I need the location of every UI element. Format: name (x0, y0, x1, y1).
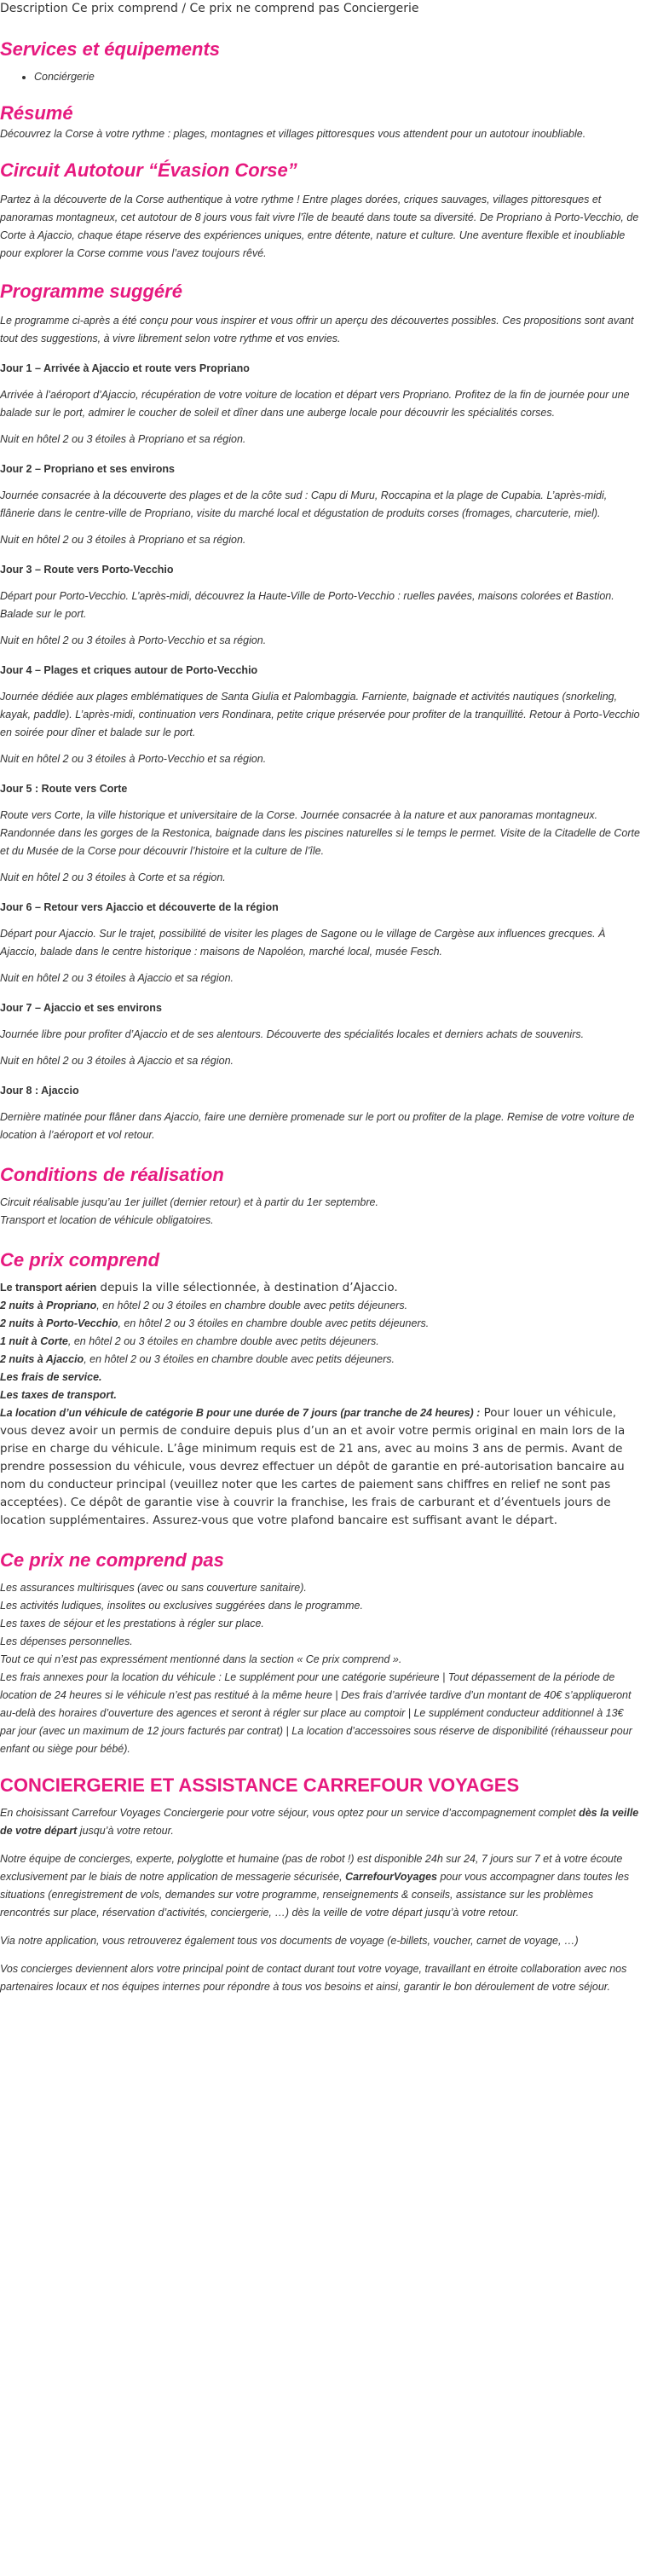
night-item (0, 1297, 641, 1315)
night-rest: , en hôtel 2 ou 3 étoiles en chambre double avec petits déjeuners. (96, 1300, 408, 1311)
programme-days (0, 348, 641, 1144)
day-title: Jour 1 – Arrivée à Ajaccio et route vers Propriano (0, 362, 250, 374)
day-title: Jour 6 – Retour vers Ajaccio et découverte de la région (0, 901, 279, 913)
night-bold: 2 nuits à Porto-Vecchio (0, 1317, 118, 1329)
p2-a: Notre équipe de concierges, experte, polyglotte et humaine (pas de robot !) est disponible 24h sur 24, 7 jours sur 7 et à votre écoute exclusivement par le biais de notre application de messagerie sécurisée, (0, 1853, 623, 1883)
conditions-title: Conditions de réalisation (0, 1164, 224, 1185)
night-bold: 1 nuit à Corte (0, 1335, 68, 1347)
resume-title: Résumé (0, 102, 73, 124)
day-title: Jour 7 – Ajaccio et ses environs (0, 1002, 162, 1014)
night-item (0, 1315, 641, 1333)
day-night: Nuit en hôtel 2 ou 3 étoiles à Ajaccio et sa région. (0, 972, 234, 984)
transport-bold: Le transport aérien (0, 1282, 97, 1294)
ne-comprend-item: Les taxes de séjour et les prestations à régler sur place. (0, 1618, 264, 1630)
night-rest: , en hôtel 2 ou 3 étoiles en chambre double avec petits déjeuners. (67, 1335, 379, 1347)
night-item (0, 1351, 641, 1369)
comprend-title: Ce prix comprend (0, 1249, 160, 1271)
day-night: Nuit en hôtel 2 ou 3 étoiles à Ajaccio et sa région. (0, 1055, 234, 1067)
conciergerie-p1 (0, 1804, 641, 1840)
day-text: Départ pour Ajaccio. Sur le trajet, possibilité de visiter les plages de Sagone ou le village de Cargèse aux influences grecques. À Ajaccio, balade dans le centre historique : maisons de Napoléon, marché local, musée Fesch. (0, 928, 606, 958)
ne-comprend-item: Les assurances multirisques (avec ou sans couverture sanitaire). (0, 1582, 307, 1594)
p2-b: CarrefourVoyages (345, 1871, 437, 1883)
ne-comprend-title: Ce prix ne comprend pas (0, 1549, 224, 1571)
conditions-line-2: Transport et location de véhicule obligatoires. (0, 1214, 214, 1226)
p1-b: dès la veille de votre départ (0, 1807, 639, 1837)
night-rest: , en hôtel 2 ou 3 étoiles en chambre double avec petits déjeuners. (118, 1317, 430, 1329)
conciergerie-p2 (0, 1850, 641, 1922)
transport-rest: depuis la ville sélectionnée, à destination d’Ajaccio. (96, 1281, 398, 1294)
day-night: Nuit en hôtel 2 ou 3 étoiles à Porto-Vecchio et sa région. (0, 753, 267, 765)
comprend-location (0, 1404, 641, 1530)
day-text: Journée consacrée à la découverte des plages et de la côte sud : Capu di Muru, Roccapina et la plage de Cupabia. L’après-midi, flânerie dans le centre-ville de Propriano, visite du marché local et dégustation de produits corses (fromages, charcuterie, miel). (0, 489, 608, 519)
day-text: Dernière matinée pour flâner dans Ajaccio, faire une dernière promenade sur le port ou profiter de la plage. Remise de votre voiture de location à l’aéroport et vol retour. (0, 1111, 635, 1141)
day-night: Nuit en hôtel 2 ou 3 étoiles à Porto-Vecchio et sa région. (0, 634, 267, 646)
day-text: Route vers Corte, la ville historique et universitaire de la Corse. Journée consacrée à la nature et aux panoramas montagneux. Randonnée dans les gorges de la Restonica, baignade dans les piscines naturelles si le temps le permet. Visite de la Citadelle de Corte et du Musée de la Corse pour découvrir l’histoire et la culture de l’île. (0, 809, 640, 857)
circuit-text: Partez à la découverte de la Corse authentique à votre rythme ! Entre plages dorées, criques sauvages, villages pittoresques et panoramas montagneux, cet autotour de 8 jours vous fait vivre l’île de beauté dans toute sa diversité. De Propriano à Porto-Vecchio, de Corte à Ajaccio, chaque étape réserve des expériences uniques, entre détente, nature et culture. Une aventure flexible et inoubliable pour explorer la Corse comme vous l’avez toujours rêvé. (0, 194, 639, 259)
p1-c: jusqu’à votre retour. (77, 1825, 174, 1837)
night-bold: 2 nuits à Ajaccio (0, 1353, 84, 1365)
night-rest: , en hôtel 2 ou 3 étoiles en chambre double avec petits déjeuners. (84, 1353, 395, 1365)
comprend-nights (0, 1297, 641, 1369)
day-text: Journée libre pour profiter d’Ajaccio et de ses alentours. Découverte des spécialités locales et derniers achats de souvenirs. (0, 1028, 585, 1040)
day-night: Nuit en hôtel 2 ou 3 étoiles à Propriano et sa région. (0, 433, 246, 445)
day-text: Journée dédiée aux plages emblématiques de Santa Giulia et Palombaggia. Farniente, baignade et activités nautiques (snorkeling, kayak, paddle). L’après-midi, continuation vers Rondinara, petite crique préservée pour profiter de la tranquillité. Retour à Porto-Vecchio en soirée pour dîner et balade sur le port. (0, 691, 640, 738)
services-list (0, 68, 641, 86)
ne-comprend-item: Les dépenses personnelles. (0, 1635, 133, 1647)
day-title: Jour 4 – Plages et criques autour de Porto-Vecchio (0, 664, 258, 676)
resume-text: Découvrez la Corse à votre rythme : plages, montagnes et villages pittoresques vous attendent pour un autotour inoubliable. (0, 128, 586, 140)
p1-a: En choisissant Carrefour Voyages Conciergerie pour votre séjour, vous optez pour un service d’accompagnement complet (0, 1807, 580, 1819)
ne-comprend-item: Tout ce qui n’est pas expressément mentionné dans la section « Ce prix comprend ». (0, 1653, 402, 1665)
day-text: Départ pour Porto-Vecchio. L’après-midi, découvrez la Haute-Ville de Porto-Vecchio : ruelles pavées, maisons colorées et Bastion. Balade sur le port. (0, 590, 614, 620)
services-item: • Conciérgerie (34, 68, 641, 86)
location-rest: Pour louer un véhicule, vous devez avoir un permis de conduire depuis plus d’un an et avoir votre permis original en main lors de la prise en charge du véhicule. L’âge minimum requis est de 21 ans, avec au moins 3 ans de permis. Avant de prendre possession du véhicule, vous devrez effectuer un dépôt de garantie en pré-autorisation bancaire au nom du conducteur principal (veuillez noter que les cartes de paiement sans chiffres en relief ne sont pas acceptées). Ce dépôt de garantie vise à couvrir la franchise, les frais de carburant et d’éventuels jours de location supplémentaires. Assurez-vous que votre plafond bancaire est suffisant avant le départ. (0, 1406, 626, 1527)
programme-intro: Le programme ci-après a été conçu pour vous inspirer et vous offrir un aperçu des découvertes possibles. Ces propositions sont avant tout des suggestions, à vivre librement selon votre rythme et vos envies. (0, 315, 634, 344)
day-title: Jour 5 : Route vers Corte (0, 783, 128, 795)
ne-comprend-item: Les activités ludiques, insolites ou exclusives suggérées dans le programme. (0, 1600, 363, 1612)
conciergerie-title: CONCIERGERIE ET ASSISTANCE CARREFOUR VOYAGES (0, 1774, 520, 1796)
ne-comprend-annex: Les frais annexes pour la location du véhicule : Le supplément pour une catégorie supérieure | Tout dépassement de la période de location de 24 heures si le véhicule n’est pas restitué à la même heure | Des frais d’arrivée tardive d’un montant de 40€ s’appliqueront au-delà des horaires d’ouverture des agences et seront à régler sur place au comptoir | Le supplément conducteur additionnel à 13€ par jour (avec un maximum de 12 jours facturés par contrat) | La location d’accessoires sous réserve de disponibilité (réhausseur pour enfant ou siège pour bébé). (0, 1671, 632, 1755)
day-night: Nuit en hôtel 2 ou 3 étoiles à Corte et sa région. (0, 871, 226, 883)
day-night: Nuit en hôtel 2 ou 3 étoiles à Propriano et sa région. (0, 534, 246, 546)
conditions-line-1: Circuit réalisable jusqu’au 1er juillet (dernier retour) et à partir du 1er septembre. (0, 1196, 378, 1208)
programme-title: Programme suggéré (0, 281, 182, 302)
services-title: Services et équipements (0, 38, 221, 60)
comprend-taxes: Les taxes de transport. (0, 1389, 117, 1401)
comprend-frais: Les frais de service. (0, 1371, 102, 1383)
day-title: Jour 8 : Ajaccio (0, 1085, 79, 1097)
circuit-title: Circuit Autotour “Évasion Corse” (0, 159, 297, 181)
location-bold: La location d’un véhicule de catégorie B pour une durée de 7 jours (par tranche de 24 heures) : (0, 1407, 481, 1419)
day-title: Jour 2 – Propriano et ses environs (0, 463, 175, 475)
night-bold: 2 nuits à Propriano (0, 1300, 97, 1311)
conciergerie-p3: Via notre application, vous retrouverez également tous vos documents de voyage (e-billets, voucher, carnet de voyage, …) (0, 1935, 579, 1947)
comprend-transport (0, 1279, 641, 1297)
p2-c: pour vous accompagner dans toutes les situations (enregistrement de vols, demandes sur votre programme, renseignements & conseils, assistance sur les problèmes rencontrés sur place, réservation d’activités, conciergerie, …) dès la veille de votre départ jusqu’à votre retour. (0, 1871, 630, 1919)
day-text: Arrivée à l’aéroport d’Ajaccio, récupération de votre voiture de location et départ vers Propriano. Profitez de la fin de journée pour une balade sur le port, admirer le coucher de soleil et dîner dans une auberge locale pour découvrir les spécialités corses. (0, 389, 630, 419)
day-title: Jour 3 – Route vers Porto-Vecchio (0, 564, 174, 576)
conciergerie-p4: Vos concierges deviennent alors votre principal point de contact durant tout votre voyage, travaillant en étroite collaboration avec nos partenaires locaux et nos équipes internes pour répondre à tous vos besoins et ainsi, garantir le bon déroulement de votre séjour. (0, 1963, 627, 1993)
ne-comprend-list (0, 1579, 641, 1669)
breadcrumb: Description Ce prix comprend / Ce prix ne comprend pas Conciergerie (0, 2, 419, 15)
night-item (0, 1333, 641, 1351)
